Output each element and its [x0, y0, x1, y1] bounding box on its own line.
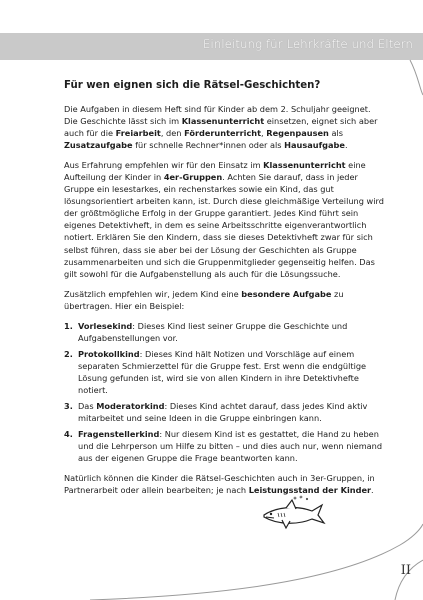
- bold-term: Freiarbeit: [115, 128, 161, 139]
- roles-list: [64, 320, 384, 465]
- text: Die Aufgaben in diesem Heft sind für Kinder ab dem 2. Schuljahr geeignet. Die Geschichte lässt sich im: [64, 104, 371, 127]
- page-heading: Für wen eignen sich die Rätsel-Geschichten?: [64, 80, 321, 91]
- list-number: 4.: [64, 429, 73, 440]
- main-content: [64, 79, 384, 504]
- text: ,: [261, 128, 267, 139]
- shark-illustration: [258, 495, 328, 535]
- list-item: [64, 348, 384, 396]
- role-text: : Dieses Kind hält Notizen und Vorschläge auf einem separaten Schmierzettel für die Gruppe fest. Erst wenn die endgültige Lösung gefunden ist, wird sie von allen Kindern in ihre Detektivhefte notiert.: [78, 348, 367, 395]
- role-name: Moderatorkind: [96, 401, 165, 412]
- bold-term: Förderunterricht: [184, 128, 262, 139]
- role-text: : Dieses Kind liest seiner Gruppe die Geschichte und Aufgabenstellungen vor.: [78, 320, 348, 343]
- bold-term: Hausaufgabe: [284, 140, 345, 151]
- text: einsetzen, eignet sich aber auch für die: [64, 116, 378, 139]
- text: Zusätzlich empfehlen wir, jedem Kind eine: [64, 288, 242, 299]
- paragraph-roles-intro: [64, 288, 384, 312]
- bold-term: Zusatzaufgabe: [64, 140, 133, 151]
- text: .: [371, 485, 374, 496]
- text: zu übertragen. Hier ein Beispiel:: [64, 288, 344, 311]
- bold-term: Regenpausen: [266, 128, 329, 139]
- bold-term: Klassenunterricht: [181, 116, 265, 127]
- role-name: Fragenstellerkind: [78, 429, 160, 440]
- paragraph-groups: [64, 159, 384, 279]
- bold-term: Leistungsstand der Kinder: [248, 485, 372, 496]
- bold-term: 4er-Gruppen: [163, 172, 223, 183]
- text: als: [328, 128, 344, 139]
- text: Natürlich können die Kinder die Rätsel-Geschichten auch in 3er-Gruppen, in Partnerarbeit oder allein bearbeiten; je nach: [64, 473, 375, 496]
- bold-term: Klassenunterricht: [263, 160, 346, 171]
- header-title: Einleitung für Lehrkräfte und Eltern: [203, 37, 413, 51]
- text: für schnelle Rechner*innen oder als: [132, 140, 285, 151]
- text: .: [344, 140, 348, 151]
- paragraph-closing: [64, 472, 384, 496]
- text: eine Aufteilung der Kinder in: [64, 160, 366, 183]
- list-number: 3.: [64, 401, 73, 412]
- bold-term: besondere Aufgabe: [241, 288, 332, 299]
- role-text: : Nur diesem Kind ist es gestattet, die Hand zu heben und die Lehrperson um Hilfe zu bitten – und dies auch nur, wenn niemand aus der eigenen Gruppe die Frage beantworten kann.: [78, 429, 383, 464]
- role-name: Protokollkind: [78, 348, 140, 359]
- list-number: 2.: [64, 348, 73, 359]
- list-item: [64, 428, 384, 464]
- list-item: [64, 320, 384, 344]
- list-item: [64, 400, 384, 424]
- role-prefix: Das: [78, 401, 97, 412]
- list-number: 1.: [64, 320, 73, 331]
- role-text: : Dieses Kind achtet darauf, dass jedes Kind aktiv mitarbeitet und seine Ideen in die Gruppe einbringen kann.: [78, 401, 368, 424]
- text: , den: [160, 128, 185, 139]
- text: Aus Erfahrung empfehlen wir für den Einsatz im: [64, 160, 264, 171]
- page-number: II: [400, 563, 411, 578]
- text: . Achten Sie darauf, dass in jeder Gruppe ein lesestarkes, ein rechenstarkes sowie ein Kind, das gut lösungsorientiert arbeiten kann, ist. Durch diese gleichmäßige Verteilung wird der größtmögliche Erfolg in der Gruppe garantiert. Jedes Kind führt sein eigenes Detektivheft, in dem es seine Arbeitsschritte eigenverantwortlich notiert. Erklären Sie den Kindern, dass sie dieses Detektivheft zwar für sich selbst führen, dass sie aber bei der Lösung der Geschichten als Gruppe zusammenarbeiten und sich die Gruppenmitglieder gegenseitig helfen. Das gilt sowohl für die Aufgabenstellung als auch für die Lösungssuche.: [64, 172, 384, 279]
- role-name: Vorlesekind: [78, 320, 133, 331]
- paragraph-intro: [64, 103, 384, 151]
